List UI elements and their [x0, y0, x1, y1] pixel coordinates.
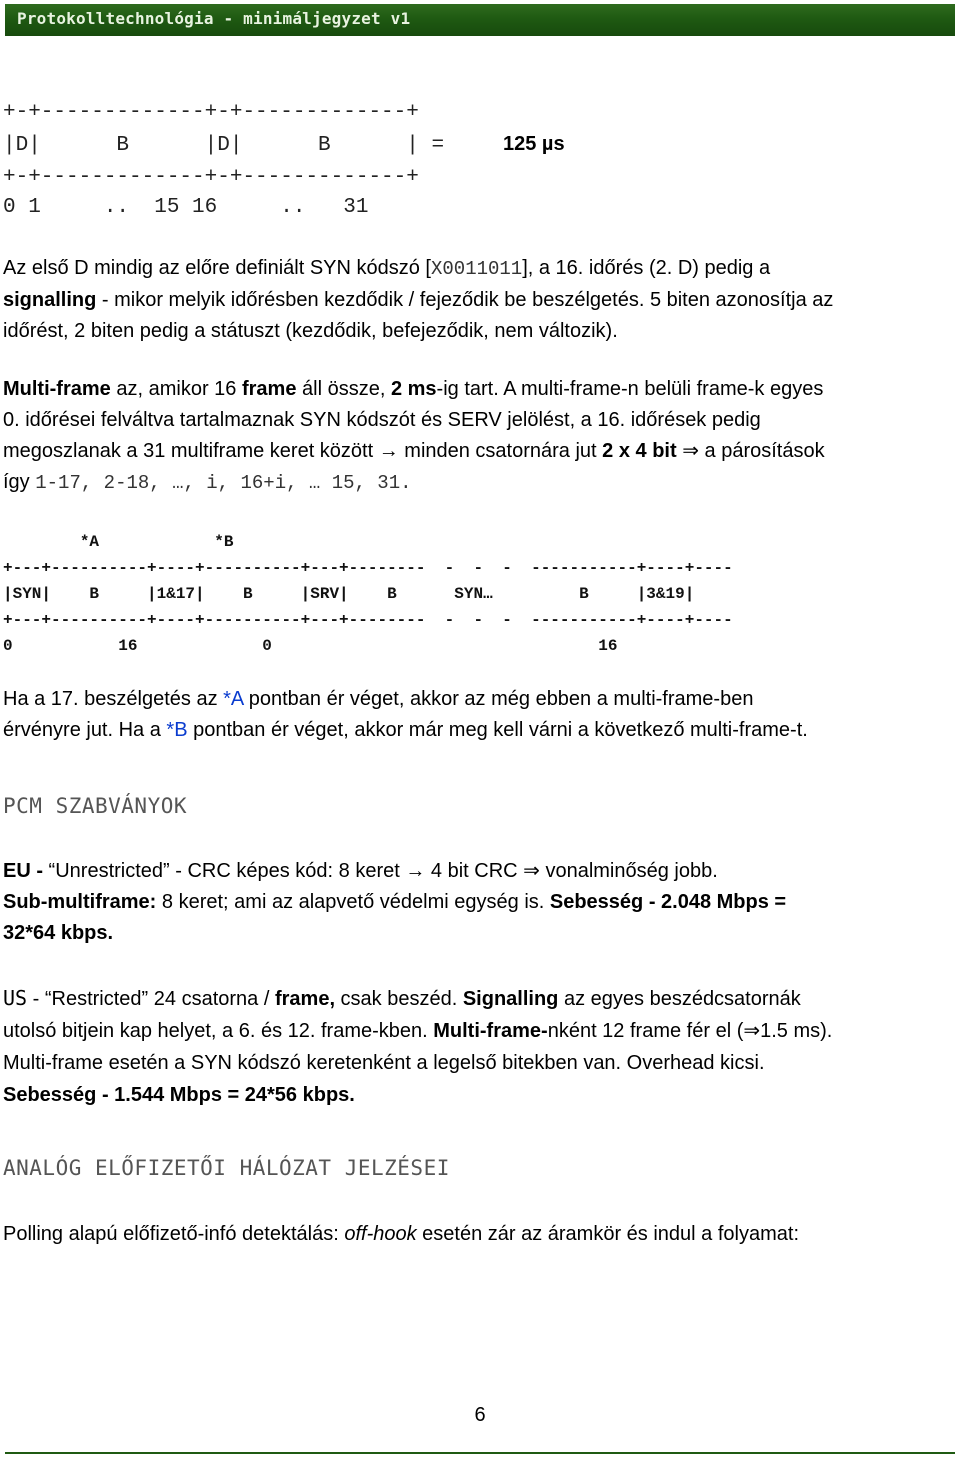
heading-pcm-standards: PCM SZABVÁNYOK [3, 794, 188, 818]
document-header-bar [5, 4, 955, 36]
frame-duration: 125 µs [503, 133, 565, 155]
pairing-list: 1-17, 2-18, …, i, 16+i, … 15, 31. [35, 472, 412, 494]
paragraph-multiframe: Multi-frame az, amikor 16 frame áll össze, 2 ms-ig tart. A multi-frame-n belüli frame-k egyes 0. időrései felváltva tartalmaznak SYN kódszót és SERV jelölést, a 16. időrések pedig megoszlanak a 31 multiframe keret között → minden csatornára jut 2 x 4 bit ⇒ a párosítások így 1-17, 2-18, …, i, 16+i, … 15, 31. [3, 378, 825, 494]
paragraph-us: US - “Restricted” 24 csatorna / frame, csak beszéd. Signalling az egyes beszédcsatornák utolsó bitjein kap helyet, a 6. és 12. frame-kben. Multi-frame-nként 12 frame fér el (⇒1.5 ms). Multi-frame esetén a SYN kódszó keretenként a legelső bitekben van. Overhead kicsi. Sebesség - 1.544 Mbps = 24*56 kbps. [3, 986, 833, 1106]
paragraph-eu: EU - “Unrestricted” - CRC képes kód: 8 keret → 4 bit CRC ⇒ vonalminőség jobb. Sub-multiframe: 8 keret; ami az alapvető védelmi egység is. Sebesség - 2.048 Mbps = 32*64 kbps. [3, 860, 787, 944]
frame-diagram-border-top: +-+-------------+-+-------------+ [3, 101, 419, 124]
paragraph-polling: Polling alapú előfizető-infó detektálás: off-hook esetén zár az áramkör és indul a folyamat: [3, 1223, 799, 1245]
frame-diagram-row: |D| B |D| B | = [3, 134, 445, 157]
document-title: Protokolltechnológia - minimáljegyzet v1 [17, 9, 411, 28]
mf-diagram-border-top: +---+----------+----+----------+---+-------- - - - -----------+----+---- [3, 559, 733, 577]
footer-rule [5, 1452, 955, 1454]
mf-diagram-ticks: 0 16 0 16 [3, 637, 618, 655]
paragraph-conversation-end: Ha a 17. beszélgetés az *A pontban ér véget, akkor az még ebben a multi-frame-ben érvényre jut. Ha a *B pontban ér véget, akkor már meg kell várni a következő multi-frame-t. [3, 688, 808, 741]
paragraph-syn-signalling: Az első D mindig az előre definiált SYN kódszó [X0011011], a 16. időrés (2. D) pedig a signalling - mikor melyik időrésben kezdődik / fejeződik be beszélgetés. 5 biten azonosítja az időrést, 2 biten pedig a státuszt (kezdődik, befejeződik, nem változik). [3, 257, 834, 342]
syn-code: X0011011 [430, 258, 523, 280]
page-number: 6 [474, 1404, 486, 1426]
heading-analog-signalling: ANALÓG ELŐFIZETŐI HÁLÓZAT JELZÉSEI [3, 1156, 450, 1180]
mf-diagram-row: |SYN| B |1&17| B |SRV| B SYN… B |3&19| [3, 585, 695, 603]
mf-diagram-marks: *A *B [3, 533, 234, 551]
frame-diagram-border-bottom: +-+-------------+-+-------------+ [3, 166, 419, 189]
mf-diagram-border-bottom: +---+----------+----+----------+---+-------- - - - -----------+----+---- [3, 611, 733, 629]
frame-diagram-ticks: 0 1 .. 15 16 .. 31 [3, 196, 369, 219]
